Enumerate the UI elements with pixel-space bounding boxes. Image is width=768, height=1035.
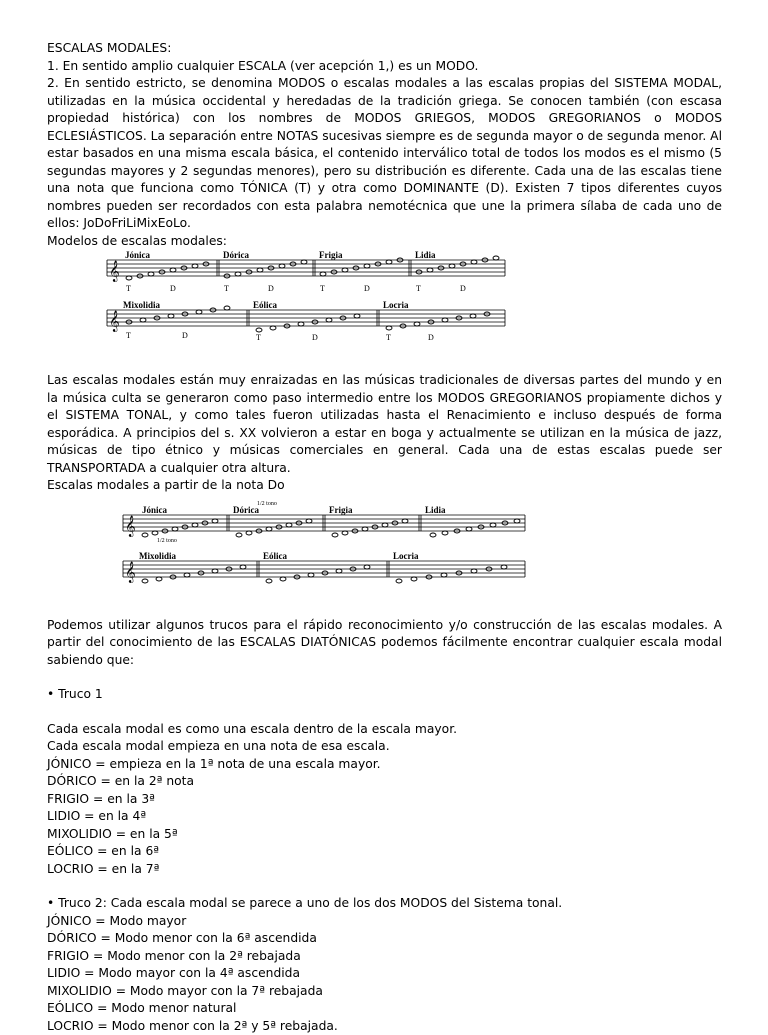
figure1-mode-dorica: Dórica — [223, 250, 249, 260]
row2-td-labels — [126, 331, 434, 342]
list-item: FRIGIO = en la 3ª — [47, 791, 722, 809]
figure1-mode-lidia: Lidia — [415, 250, 436, 260]
heading: ESCALAS MODALES: — [47, 40, 722, 58]
treble-clef-icon: 𝄞 — [109, 311, 120, 332]
svg-text:T: T — [320, 284, 325, 293]
list-item: MIXOLIDIO = Modo mayor con la 7ª rebajada — [47, 983, 722, 1001]
list-item: LOCRIO = en la 7ª — [47, 861, 722, 879]
list-item: Cada escala modal es como una escala dentro de la escala mayor. — [47, 721, 722, 739]
figure2-mode-jonica: Jónica — [142, 505, 168, 515]
truco1-list — [47, 721, 722, 879]
figure-modal-models — [47, 250, 722, 342]
list-item: LOCRIO = Modo menor con la 2ª y 5ª rebajada. — [47, 1018, 722, 1035]
paragraph-3: Podemos utilizar algunos trucos para el rápido reconocimiento y/o construcción de las escalas modales. A partir del conocimiento de las ESCALAS DIATÓNICAS podemos fácilmente encontrar cualquier escala modal sabiendo que: — [47, 617, 722, 670]
list-item: JÓNICO = Modo mayor — [47, 913, 722, 931]
paragraph-2: Las escalas modales están muy enraizadas en las músicas tradicionales de diversas partes del mundo y en la música culta se generaron como paso intermedio entre los MODOS GREGORIANOS propiamente dichos y el SISTEMA TONAL, y como tales fueron utilizadas hasta el Renacimiento e incluso después de forma esporádica. A principios del s. XX volvieron a estar en boga y actualmente se utilizan en la música de jazz, músicas de tipo étnico y músicas comerciales en general. Cada una de estas escalas puede ser TRANSPORTADA a cualquier otra altura. — [47, 372, 722, 477]
svg-text:D: D — [312, 333, 318, 342]
list-item: DÓRICO = Modo menor con la 6ª ascendida — [47, 930, 722, 948]
figure2-mode-mixolidia: Mixolidia — [139, 551, 177, 561]
svg-text:T: T — [224, 284, 229, 293]
treble-clef-icon: 𝄞 — [109, 261, 120, 282]
svg-text:T: T — [126, 284, 131, 293]
figure1-mode-eolica: Eólica — [253, 300, 277, 310]
do-row1-notes — [142, 519, 520, 537]
svg-text:D: D — [428, 333, 434, 342]
figure1-mode-jonica: Jónica — [125, 250, 151, 260]
list-item: LIDIO = Modo mayor con la 4ª ascendida — [47, 965, 722, 983]
half-tone-label: 1/2 tono — [157, 538, 177, 544]
figure1-mode-frigia: Frigia — [319, 250, 343, 260]
list-item: FRIGIO = Modo menor con la 2ª rebajada — [47, 948, 722, 966]
definition-2: 2. En sentido estricto, se denomina MODOS o escalas modales a las escalas propias del SISTEMA MODAL, utilizadas en la música occidental y heredadas de la tradición griega. Se conocen también (con escasa propiedad histórica) con los nombres de MODOS GRIEGOS, MODOS GREGORIANOS o MODOS ECLESIÁSTICOS. La separación entre NOTAS sucesivas siempre es de segunda mayor o de segunda menor. Al estar basados en una misma escala básica, el contenido interválico total de todos los modos es el mismo (5 segundas mayores y 2 segundas menores), pero su distribución es diferente. Cada una de las escalas tiene una nota que funciona como TÓNICA (T) y otra como DOMINANTE (D). Existen 7 tipos diferentes cuyos nombres pueden ser recordados con esta palabra nemotécnica que une la primera sílaba de cada uno de ellos: JoDoFriLiMixEoLo. — [47, 75, 722, 233]
list-item: JÓNICO = empieza en la 1ª nota de una escala mayor. — [47, 756, 722, 774]
figure2-mode-frigia: Frigia — [329, 505, 353, 515]
staff-row-1 — [107, 260, 505, 276]
svg-text:D: D — [182, 331, 188, 340]
svg-text:T: T — [386, 333, 391, 342]
definition-1: 1. En sentido amplio cualquier ESCALA (ver acepción 1,) es un MODO. — [47, 58, 722, 76]
list-item: EÓLICO = Modo menor natural — [47, 1000, 722, 1018]
figure1-mode-mixolidia: Mixolidia — [123, 300, 161, 310]
treble-clef-icon: 𝄞 — [125, 516, 136, 537]
truco1-title: • Truco 1 — [47, 686, 722, 704]
do-label: Escalas modales a partir de la nota Do — [47, 477, 722, 495]
figure-modal-scales-do — [47, 495, 722, 587]
document-page — [47, 40, 722, 1035]
svg-text:T: T — [416, 284, 421, 293]
truco2-list — [47, 913, 722, 1035]
svg-text:D: D — [170, 284, 176, 293]
figure2-mode-eolica: Eólica — [263, 551, 287, 561]
list-item: EÓLICO = en la 6ª — [47, 843, 722, 861]
do-row2-notes — [142, 565, 507, 583]
treble-clef-icon: 𝄞 — [125, 562, 136, 583]
svg-text:D: D — [460, 284, 466, 293]
figure2-mode-locria: Locria — [393, 551, 419, 561]
models-label: Modelos de escalas modales: — [47, 233, 722, 251]
half-tone-label: 1/2 tono — [257, 501, 277, 507]
figure1-mode-locria: Locria — [383, 300, 409, 310]
list-item: LIDIO = en la 4ª — [47, 808, 722, 826]
figure2-mode-dorica: Dórica — [233, 505, 259, 515]
svg-text:D: D — [364, 284, 370, 293]
list-item: Cada escala modal empieza en una nota de esa escala. — [47, 738, 722, 756]
svg-text:T: T — [256, 333, 261, 342]
svg-text:T: T — [126, 331, 131, 340]
truco2-title: • Truco 2: Cada escala modal se parece a uno de los dos MODOS del Sistema tonal. — [47, 895, 722, 913]
list-item: MIXOLIDIO = en la 5ª — [47, 826, 722, 844]
list-item: DÓRICO = en la 2ª nota — [47, 773, 722, 791]
figure2-mode-lidia: Lidia — [425, 505, 446, 515]
svg-text:D: D — [268, 284, 274, 293]
row1-td-labels — [126, 284, 466, 293]
